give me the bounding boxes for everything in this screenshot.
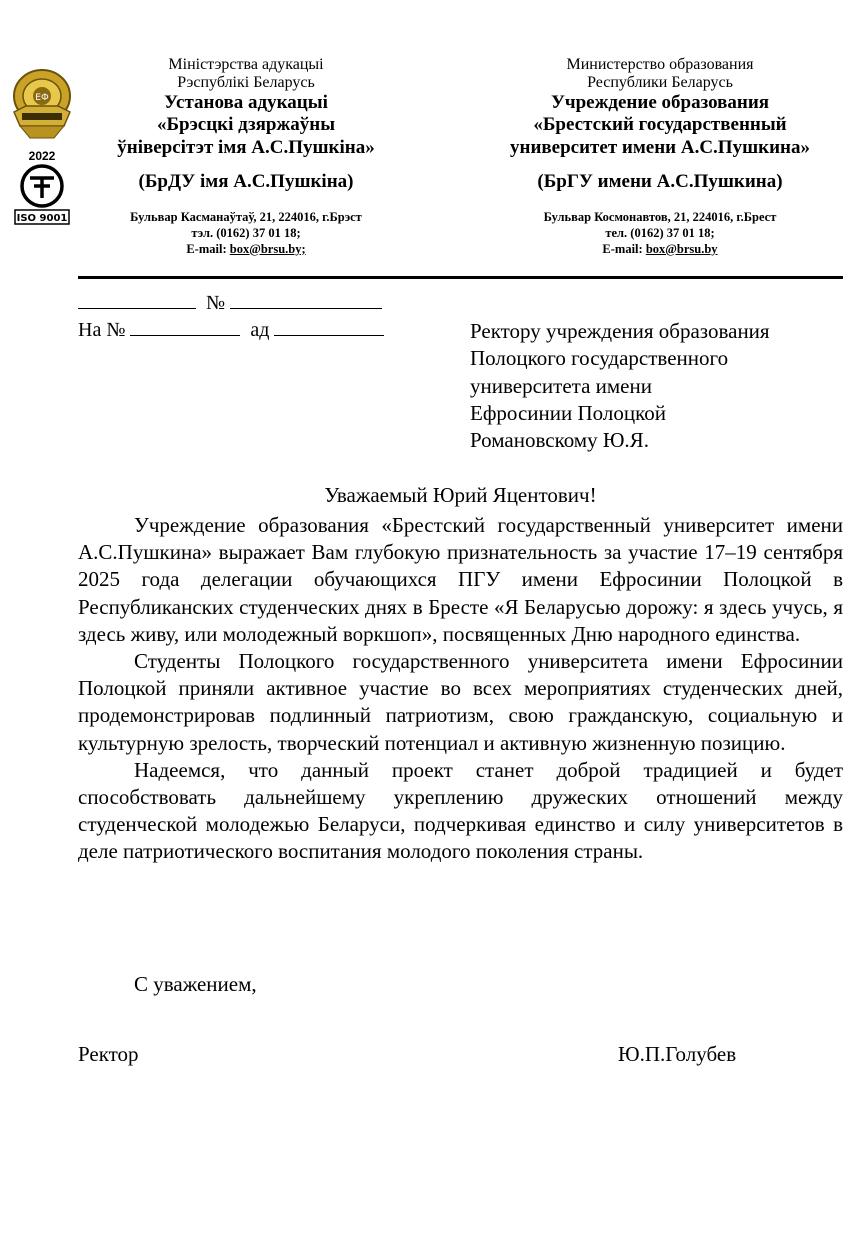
quality-award-seal-icon <box>10 66 74 142</box>
iso-label: ISO 9001 <box>16 213 68 224</box>
email-label-ru: E-mail: <box>602 241 646 256</box>
addressee-line: Романовскому Ю.Я. <box>470 428 649 453</box>
addressee-line: Полоцкого государственного <box>470 346 729 371</box>
signatory-name: Ю.П.Голубев <box>618 1042 737 1066</box>
institution-line2-ru: «Брестский государственный <box>533 114 787 136</box>
letter-body <box>78 512 843 866</box>
phone-be: тэл. (0162) 37 01 18; <box>191 225 301 240</box>
header-belarusian <box>96 56 396 257</box>
signatory-role: Ректор <box>78 1042 139 1066</box>
email-row-be <box>96 242 396 258</box>
header-russian <box>488 56 832 257</box>
registration-row-outgoing <box>78 290 384 317</box>
date-blank <box>78 290 196 309</box>
from-label: ад <box>250 319 270 341</box>
addressee-line: Ефросинии Полоцкой <box>470 400 666 425</box>
addressee-line: университета имени <box>470 373 652 398</box>
email-link-ru[interactable]: box@brsu.by <box>645 241 718 256</box>
address-block-be <box>96 210 396 257</box>
svg-text:ЕФ: ЕФ <box>35 93 49 103</box>
ministry-line2-be: Рэспублікі Беларусь <box>177 73 315 91</box>
closing-phrase: С уважением, <box>134 972 257 996</box>
paragraph: Надеемся, что данный проект станет доброй традицией и будет способствовать дальнейшему укреплению дружеских отношений между студенческой молодежью Беларуси, подчеркивая единство и силу университетов в деле патриотического воспитания молодого поколения страны. <box>78 757 843 864</box>
seal-year: 2022 <box>28 149 56 163</box>
ministry-line1-ru: Министерство образования <box>566 56 754 73</box>
institution-line3-ru: университет имени А.С.Пушкина» <box>510 136 810 158</box>
institution-line2-be: «Брэсцкі дзяржаўны <box>156 114 336 136</box>
number-sign: № <box>206 292 226 314</box>
registration-row-incoming <box>78 317 384 344</box>
paragraph: Учреждение образования «Брестский государственный университет имени А.С.Пушкина» выражает Вам глубокую признательность за участие 17–19 сентября 2025 года делегации обучающихся ПГУ имени Ефросинии Полоцкой в Республиканских студенческих днях в Бресте «Я Беларусью дорожу: я здесь учусь, я здесь живу, или молодежный воркшоп», посвященных Дню народного единства. <box>78 513 843 646</box>
address-block-ru <box>488 210 832 257</box>
on-no-label: На № <box>78 319 126 341</box>
header-divider <box>78 276 843 279</box>
email-link-be[interactable]: box@brsu.by; <box>229 241 306 256</box>
email-row-ru <box>488 242 832 258</box>
address-ru: Бульвар Космонавтов, 21, 224016, г.Брест <box>543 210 777 225</box>
address-be: Бульвар Касманаўтаў, 21, 224016, г.Брэст <box>130 210 362 225</box>
iso-certification-icon <box>12 164 72 226</box>
email-label-be: E-mail: <box>186 241 230 256</box>
institution-line3-be: ўніверсітэт імя А.С.Пушкіна» <box>117 136 375 158</box>
short-name-ru: (БрГУ имени А.С.Пушкина) <box>537 171 783 193</box>
incoming-date-blank <box>274 317 384 336</box>
institution-line1-ru: Учреждение образования <box>550 91 770 113</box>
phone-ru: тел. (0162) 37 01 18; <box>605 225 715 240</box>
ministry-line1-be: Міністэрства адукацыі <box>168 56 324 73</box>
incoming-number-blank <box>130 317 240 336</box>
paragraph: Студенты Полоцкого государственного университета имени Ефросинии Полоцкой приняли активное участие во всех мероприятиях студенческих дней, продемонстрировав подлинный патриотизм, свою гражданскую, социальную и культурную зрелость, творческий потенциал и активную жизненную позицию. <box>78 649 843 755</box>
addressee-block <box>470 318 770 454</box>
institution-line1-be: Установа адукацыі <box>164 91 328 113</box>
number-blank <box>230 290 382 309</box>
short-name-be: (БрДУ імя А.С.Пушкіна) <box>138 171 354 193</box>
ministry-line2-ru: Республики Беларусь <box>587 73 733 91</box>
salutation: Уважаемый Юрий Яцентович! <box>324 483 597 507</box>
addressee-line: Ректору учреждения образования <box>470 319 770 343</box>
registration-block <box>78 290 384 344</box>
